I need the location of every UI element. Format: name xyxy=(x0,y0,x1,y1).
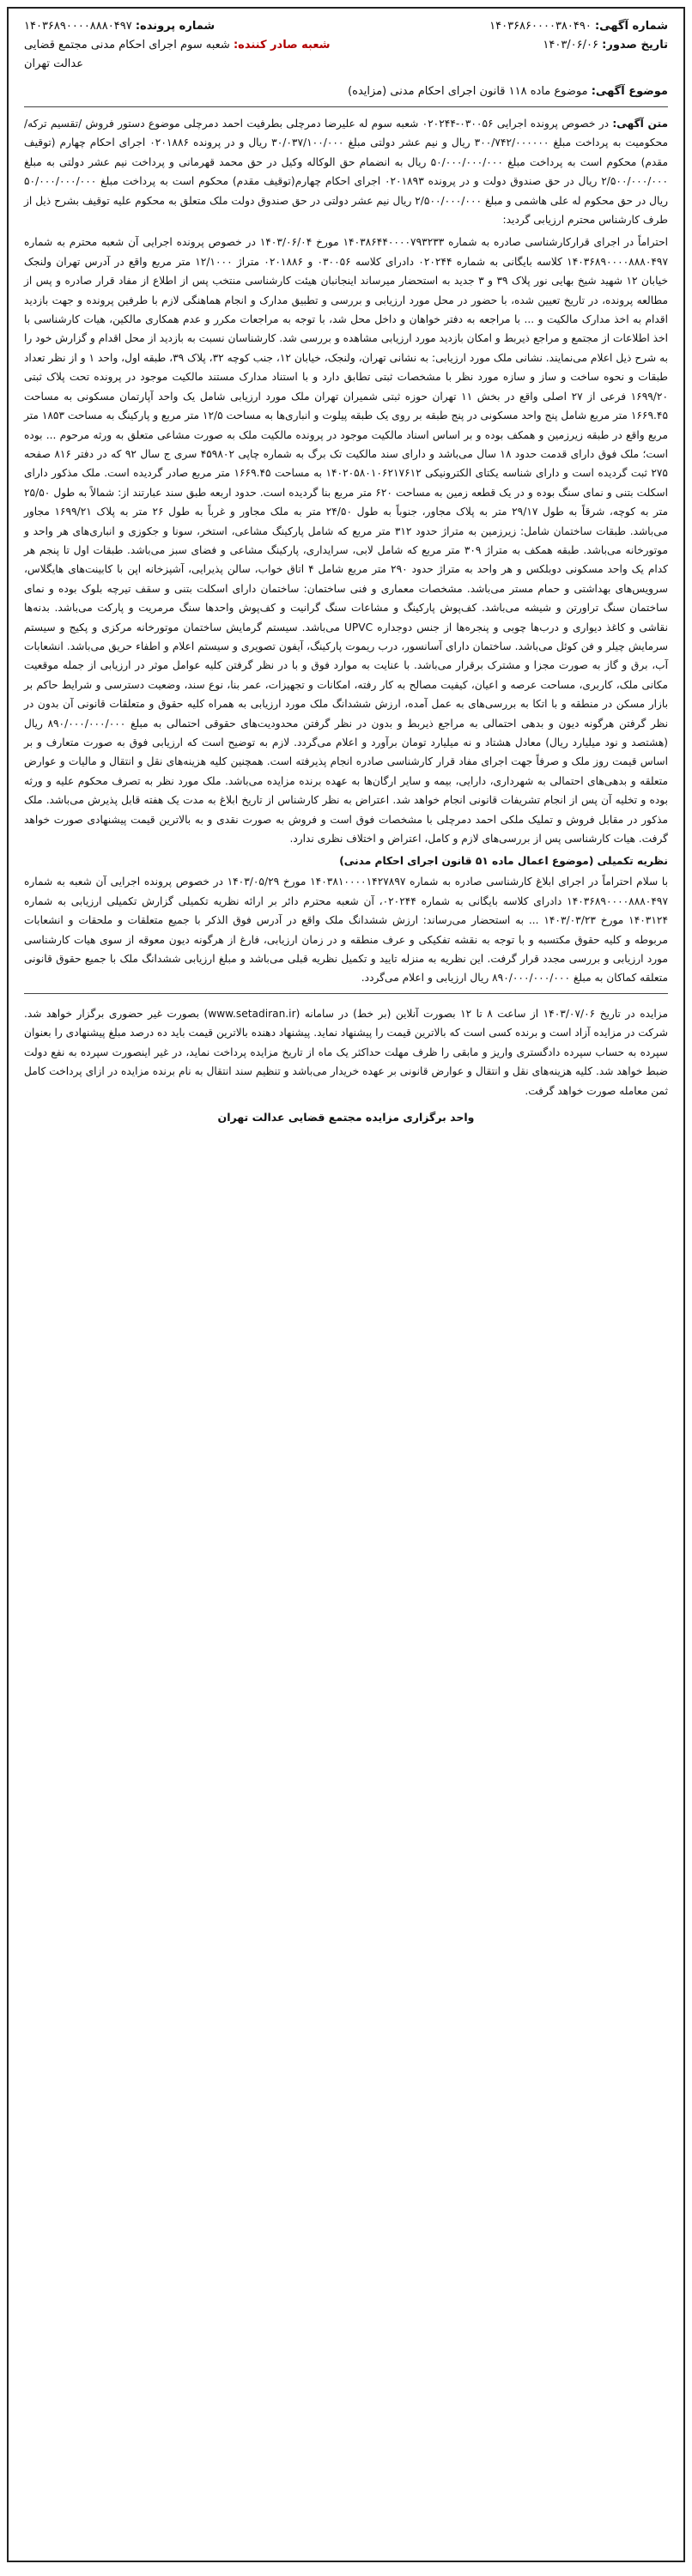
case-number: ۱۴۰۳۶۸۹۰۰۰۰۸۸۸۰۴۹۷ xyxy=(24,20,132,33)
signature: واحد برگزاری مزایده مجتمع قضایی عدالت تهران xyxy=(217,1111,475,1124)
intro-label: متن آگهی: xyxy=(612,118,669,130)
supplementary-title: نظریه تکمیلی (موضوع اعمال ماده ۵۱ قانون اجرای احکام مدنی) xyxy=(339,855,668,868)
header-right xyxy=(359,17,668,74)
expert-report-paragraph: احتراماً در اجرای قرارکارشناسی صادره به شماره ۱۴۰۳۸۶۴۴۰۰۰۰۷۹۳۲۳۳ مورخ ۱۴۰۳/۰۶/۰۴ در خصوص پرونده اجرایی آن شعبه محترم به شماره ۱۴۰۳۶۸۹۰۰۰۰۸۸۸۰۴۹۷ کلاسه بایگانی به شماره ۰۲۰۲۴۴ دادرای کلاسه ۰۳۰۰۵۶ و ۰۲۰۱۸۸۶ متراژ ۱۲/۱۰۰۰ متر مربع واقع در آدرس تهران ولنجک خیابان ۱۲ شهید شیخ بهایی نور پلاک ۳۹ و ۳ جدید به استحضار میرساند اینجانبان هیئت کارشناسی منتخب پس از اطلاع از مفاد قرار صادره و پس از مطالعه پرونده، در تاریخ تعیین شده، با حضور در محل مورد ارزیابی و بررسی و تطبیق مدارک و انجام هماهنگی لازم با طرفین پرونده و جهت بازدید اقدام به اخذ مدارک مالکیت و ... با مراجعه به دفتر خواهان و داخل محل شد، با توجه به مراجعات مکرر و عدم همکاری مالکین، هیات کارشناسی با اخذ اطلاعات از مجتمع و مراجع ذیربط و امکان بازدید مورد ارزیابی مشاهده و بررسی شد. کارشناسان نسبت به بازدید از محل اقدام و گزارش خود را به شرح ذیل اعلام می‌نمایند. نشانی ملک مورد ارزیابی: به نشانی تهران، ولنجک، خیابان ۱۲، جنب کوچه ۳۲، پلاک ۳۹، طبقه اول، واحد ۱ و از نظر تعداد طبقات و نحوه ساخت و ساز و سازه مورد نظر با مشخصات ثبتی تطابق دارد و با استناد مدارک مستند مالکیت موجود در پرونده تحت پلاک ثبتی ۱۶۹۹/۲۰ فرعی از ۲۷ اصلی واقع در بخش ۱۱ تهران حوزه ثبتی شمیران تهران ملک مورد ارزیابی شامل یک واحد آپارتمان مسکونی به مساحت ۱۶۶۹.۴۵ متر مربع شامل پنج واحد مسکونی در پنج طبقه بر روی یک طبقه پیلوت و انباری‌ها به مساحت ۱۲/۵ متر مربع و پارکینگ به مساحت ۱۸۵۳ متر مربع واقع در طبقه زیرزمین و همکف بوده و بر اساس اسناد مالکیت موجود در پرونده مالکیت ملک به صورت مشاعی متعلق به ورثه مرحوم ... بوده است؛ ملک فوق دارای قدمت حدود ۱۸ سال می‌باشد و دارای سند مالکیت تک برگ به شماره چاپی ۴۵۹۸۰۲ سری ج سال ۹۲ که در دفتر ۸۱۶ صفحه ۲۷۵ ثبت گردیده است و دارای شناسه یکتای الکترونیکی ۱۴۰۲۰۵۸۰۱۰۶۲۱۷۶۱۲ به مساحت ۱۶۶۹.۴۵ متر مربع صادر گردیده است. ملک مذکور دارای اسکلت بتنی و نمای سنگ بوده و در یک قطعه زمین به مساحت ۶۲۰ متر مربع بنا گردیده است. حدود اربعه طبق سند عبارتند از: شمالاً به طول ۲۵/۵۰ متر به کوچه، شرقاً به طول ۲۹/۱۷ متر به پلاک مجاور، جنوباً به طول ۲۴/۵۰ متر به ملک مجاور و غرباً به طول ۲۶ متر به پلاک ۱۶۹۹/۲۱ مجاور می‌باشد. طبقات ساختمان شامل: زیرزمین به متراژ حدود ۳۱۲ متر مربع که شامل پارکینگ مشاعی، استخر، سونا و جکوزی و انباری‌های هر واحد و موتورخانه می‌باشد. طبقه همکف به متراژ ۳۰۹ متر مربع که شامل لابی، سرایداری، پارکینگ مشاعی و فضای سبز می‌باشد. طبقات اول تا پنجم هر کدام یک واحد مسکونی دوبلکس و هر واحد به متراژ حدود ۲۹۰ متر مربع شامل ۴ اتاق خواب، سالن پذیرایی، آشپزخانه اپن با کابینت‌های هایگلاس، سرویس‌های بهداشتی و حمام مستر می‌باشد. مشخصات معماری و فنی ساختمان: ساختمان دارای اسکلت بتنی و سقف تیرچه بلوک بوده و نمای ساختمان سنگ تراورتن و شیشه می‌باشد. کف‌پوش پارکینگ و مشاعات سنگ گرانیت و کف‌پوش واحدها سنگ مرمریت و پارکت می‌باشد. بدنه‌ها نقاشی و کاغذ دیواری و درب‌ها چوبی و پنجره‌ها از جنس دوجداره UPVC می‌باشد. سیستم گرمایش ساختمان موتورخانه مرکزی و پکیج و سیستم سرمایش چیلر و فن کوئل می‌باشد. ساختمان دارای آسانسور، درب ریموت پارکینگ، آیفون تصویری و سیستم اعلام و اطفاء حریق می‌باشد. انشعابات آب، برق و گاز به صورت مجزا و مشترک برقرار می‌باشد. با عنایت به موارد فوق و با در نظر گرفتن کلیه عوامل موثر در ارزیابی از جمله موقعیت مکانی ملک، کاربری، مساحت عرصه و اعیان، کیفیت مصالح به کار رفته، امکانات و تجهیزات، عمر بنا، نوع سند، وضعیت دسترسی و شرایط حاکم بر بازار مسکن در منطقه و با اتکا به بررسی‌های به عمل آمده، ارزش ششدانگ ملک مورد ارزیابی به همراه کلیه حقوق و متعلقات قانونی آن بدون در نظر گرفتن هرگونه دیون و بدهی احتمالی به مراجع ذیربط و بدون در نظر گرفتن محدودیت‌های حقوقی احتمالی به مبلغ ۸۹۰/۰۰۰/۰۰۰/۰۰۰ ریال (هشتصد و نود میلیارد ریال) معادل هشتاد و نه میلیارد تومان برآورد و اعلام می‌گردد. لازم به توضیح است که ارزیابی فوق به صورت متعارف و بر اساس قیمت روز ملک و صرفاً جهت اجرای مفاد قرار کارشناسی صادره انجام پذیرفته است. همچنین کلیه هزینه‌های نقل و انتقال و مالیات و عوارض متعلقه و بدهی‌های احتمالی به شهرداری، دارایی، بیمه و سایر ارگان‌ها به عهده برنده مزایده می‌باشد. ملک مورد نظر به تصرف محکوم علیه و ورثه بوده و تخلیه آن پس از انجام تشریفات قانونی انجام خواهد شد. اعتراض به نظر کارشناس از تاریخ ابلاغ به مدت یک هفته قابل پذیرش می‌باشد. ملک مذکور در مقابل فروش و تملیک ملکی احمد دمرچلی با مشخصات فوق است و فروش به صورت نقدی و به بالاترین قیمت پیشنهادی صورت خواهد گرفت. هیات کارشناسی پس از بررسی‌های لازم و کامل، اعتراض و اختلاف نظری ندارد. xyxy=(24,236,669,846)
notice-number-label: شماره آگهی: xyxy=(594,20,668,33)
intro-text: در خصوص پرونده اجرایی ۰۳۰۰۵۶-۰۲۰۲۴۴ شعبه سوم له علیرضا دمرچلی بطرفیت احمد دمرچلی موضوع دستور فروش /تقسیم ترکه/ محکومیت به پرداخت مبلغ ۳۰۰/۷۴۲/۰۰۰۰۰۰ ریال و نیم عشر دولتی مبلغ ۳۰/۰۳۷/۱۰۰/۰۰۰ ریال و در پرونده ۰۲۰۱۸۸۶ اجرای احکام چهارم (توقیف مقدم) محکوم است به پرداخت مبلغ ۵۰/۰۰۰/۰۰۰/۰۰۰ ریال به انضمام حق الوکاله وکیل در حق محمد قهرمانی و پرداخت نیم عشر دولتی به مبلغ ۲/۵۰۰/۰۰۰/۰۰۰ ریال در حق صندوق دولت و در پرونده ۰۲۰۱۸۹۳ اجرای احکام چهارم(توقیف مقدم) محکوم است به پرداخت مبلغ ۵۰/۰۰۰/۰۰۰/۰۰۰ ریال در حق محکوم له علی هاشمی و مبلغ ۲/۵۰۰/۰۰۰/۰۰۰ ریال نیم عشر دولتی در حق صندوق دولت ملک متعلق به محکوم علیه توقیف بشرح ذیل از طرف کارشناس محترم ارزیابی گردید: xyxy=(24,118,669,227)
divider-footer xyxy=(24,993,668,994)
notice-number: ۱۴۰۳۶۸۶۰۰۰۰۳۸۰۴۹۰ xyxy=(489,20,592,33)
subject-line xyxy=(24,82,668,101)
divider xyxy=(24,106,668,107)
supplementary-paragraph: با سلام احتراماً در اجرای ابلاغ کارشناسی صادره به شماره ۱۴۰۳۸۱۰۰۰۰۱۴۲۷۸۹۷ مورخ ۱۴۰۳/۰۵/۲۹ در خصوص پرونده اجرایی آن شعبه به شماره ۱۴۰۳۶۸۹۰۰۰۰۸۸۸۰۴۹۷ دادرای کلاسه بایگانی به شماره ۰۲۰۲۴۴، آن شعبه محترم دائر بر ارائه نظریه تکمیلی گزارش تکمیلی ارزیابی به شماره ۱۴۰۳۱۲۴ مورخ ۱۴۰۳/۰۳/۲۳ ... به استحضار می‌رساند: ارزش ششدانگ ملک واقع در آدرس فوق الذکر با جمیع متعلقات و ملحقات و انشعابات مربوطه و کلیه حقوق مکتسبه و با توجه به نقشه تفکیکی و عرف منطقه و در زمان ارزیابی، فارغ از هرگونه دیون معوقه از سوی هیات کارشناسی مورد ارزیابی و بررسی مجدد قرار گرفت. این نظریه به منزله تایید و تکمیل نظریه قبلی می‌باشد و مبلغ ارزیابی ششدانگ ملک با جمیع حقوق قانونی متعلقه کماکان به مبلغ ۸۹۰/۰۰۰/۰۰۰/۰۰۰ ریال ارزیابی و اعلام می‌گردد. xyxy=(24,876,668,985)
issue-date: ۱۴۰۳/۰۶/۰۶ xyxy=(543,39,598,52)
notice-number-row xyxy=(359,17,668,36)
intro-paragraph xyxy=(24,114,668,229)
issue-date-row xyxy=(359,36,668,55)
issuing-branch-row xyxy=(24,36,333,74)
notice-page xyxy=(7,7,685,2562)
auction-footer: مزایده در تاریخ ۱۴۰۳/۰۷/۰۶ از ساعت ۸ تا ۱۲ بصورت آنلاین (بر خط) در سامانه (www.setadiran.ir) بصورت غیر حضوری برگزار خواهد شد. شرکت در مزایده آزاد است و برنده کسی است که بالاترین قیمت را پیشنهاد نماید. پیشنهاد دهنده بالاترین قیمت باید ده درصد مبلغ پیشنهادی را بعنوان سپرده به حساب سپرده دادگستری واریز و مابقی را ظرف مهلت حداکثر یک ماه از تاریخ مزایده پرداخت نماید، در غیر اینصورت سپرده به نفع دولت ضبط خواهد شد. کلیه هزینه‌های نقل و انتقال و عوارض قانونی بر عهده خریدار می‌باشد و تنظیم سند انتقال به نام برنده مزایده در ازای پرداخت کامل ثمن معامله صورت خواهد گرفت. xyxy=(24,1008,669,1097)
subject-label: موضوع آگهی: xyxy=(591,85,668,98)
notice-header xyxy=(24,17,668,74)
case-number-row xyxy=(24,17,333,36)
case-number-label: شماره پرونده: xyxy=(135,20,215,33)
header-left xyxy=(24,17,333,74)
issuing-branch-label: شعبه صادر کننده: xyxy=(233,39,331,52)
subject-text: موضوع ماده ۱۱۸ قانون اجرای احکام مدنی (مزایده) xyxy=(348,85,588,98)
issuing-branch: شعبه سوم اجرای احکام مدنی مجتمع قضایی عدالت تهران xyxy=(24,39,230,70)
issue-date-label: تاریخ صدور: xyxy=(602,39,668,52)
